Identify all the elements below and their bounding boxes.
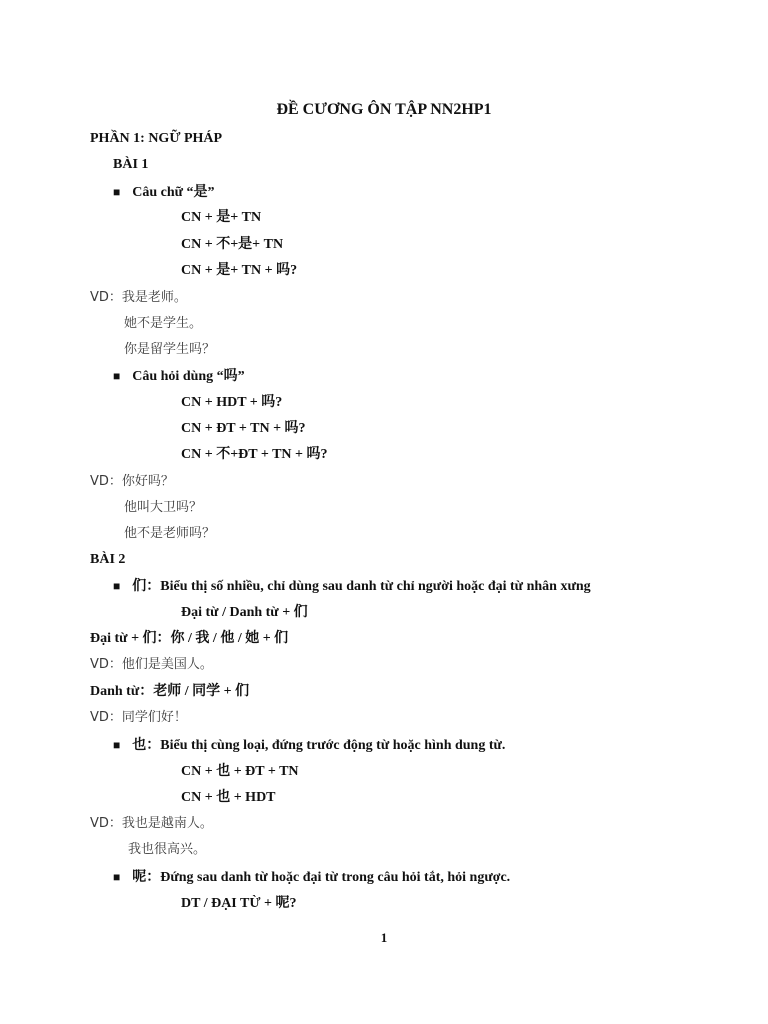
example-line: VD：我也是越南人。 — [90, 816, 213, 831]
example-line: 他不是老师吗？ — [124, 526, 216, 541]
section-heading-text: Câu hỏi dùng “吗” — [132, 369, 245, 384]
section-heading-ne — [113, 868, 510, 887]
example-line: VD：他们是美国人。 — [90, 657, 213, 672]
section-heading-men — [113, 577, 591, 596]
section-heading-text: 也：Biểu thị cùng loại, đứng trước động từ hoặc hình dung từ. — [132, 738, 506, 753]
section-heading-ye — [113, 736, 505, 755]
example-line: 我也很高兴。 — [128, 842, 207, 857]
lesson-2-heading: BÀI 2 — [90, 552, 126, 567]
bullet-square-icon: ■ — [113, 579, 121, 593]
formula-line: Đại từ / Danh từ + 们 — [181, 605, 308, 620]
formula-line: CN + 不+ĐT + TN + 吗? — [181, 447, 328, 462]
formula-line: CN + 也 + HDT — [181, 790, 276, 805]
formula-line: CN + 是+ TN — [181, 210, 262, 225]
example-line: 他叫大卫吗？ — [124, 500, 203, 515]
example-line: VD：我是老师。 — [90, 290, 187, 305]
formula-line: DT / ĐẠI TỪ + 呢? — [181, 896, 297, 911]
section-heading-shi — [113, 183, 215, 202]
section-heading-text: 呢：Đứng sau danh từ hoặc đại từ trong câu hỏi tắt, hỏi ngược. — [132, 870, 511, 885]
page-number: 1 — [380, 930, 388, 945]
lesson-1-heading: BÀI 1 — [113, 157, 149, 172]
example-line: 她不是学生。 — [124, 316, 203, 331]
bullet-square-icon: ■ — [113, 870, 121, 884]
section-heading-text: Câu chữ “是” — [132, 185, 215, 200]
example-line: VD：同学们好！ — [90, 710, 187, 725]
section-heading-ma — [113, 367, 245, 386]
formula-line: CN + 也 + ĐT + TN — [181, 764, 299, 779]
document-title: ĐỀ CƯƠNG ÔN TẬP NN2HP1 — [276, 101, 492, 118]
section-heading-text: 们：Biểu thị số nhiều, chỉ dùng sau danh từ chỉ người hoặc đại từ nhân xưng — [132, 579, 591, 594]
part-heading: PHẦN 1: NGỮ PHÁP — [90, 131, 223, 146]
formula-line: CN + 是+ TN + 吗? — [181, 263, 298, 278]
bullet-square-icon: ■ — [113, 738, 121, 752]
example-line: VD：你好吗？ — [90, 474, 174, 489]
noun-rule-line: Danh từ：老师 / 同学 + 们 — [90, 684, 250, 699]
bullet-square-icon: ■ — [113, 369, 121, 383]
formula-line: CN + HDT + 吗? — [181, 395, 283, 410]
pronoun-rule-line: Đại từ + 们：你 / 我 / 他 / 她 + 们 — [90, 631, 289, 646]
example-line: 你是留学生吗？ — [124, 342, 216, 357]
formula-line: CN + ĐT + TN + 吗? — [181, 421, 306, 436]
bullet-square-icon: ■ — [113, 185, 121, 199]
formula-line: CN + 不+是+ TN — [181, 237, 284, 252]
